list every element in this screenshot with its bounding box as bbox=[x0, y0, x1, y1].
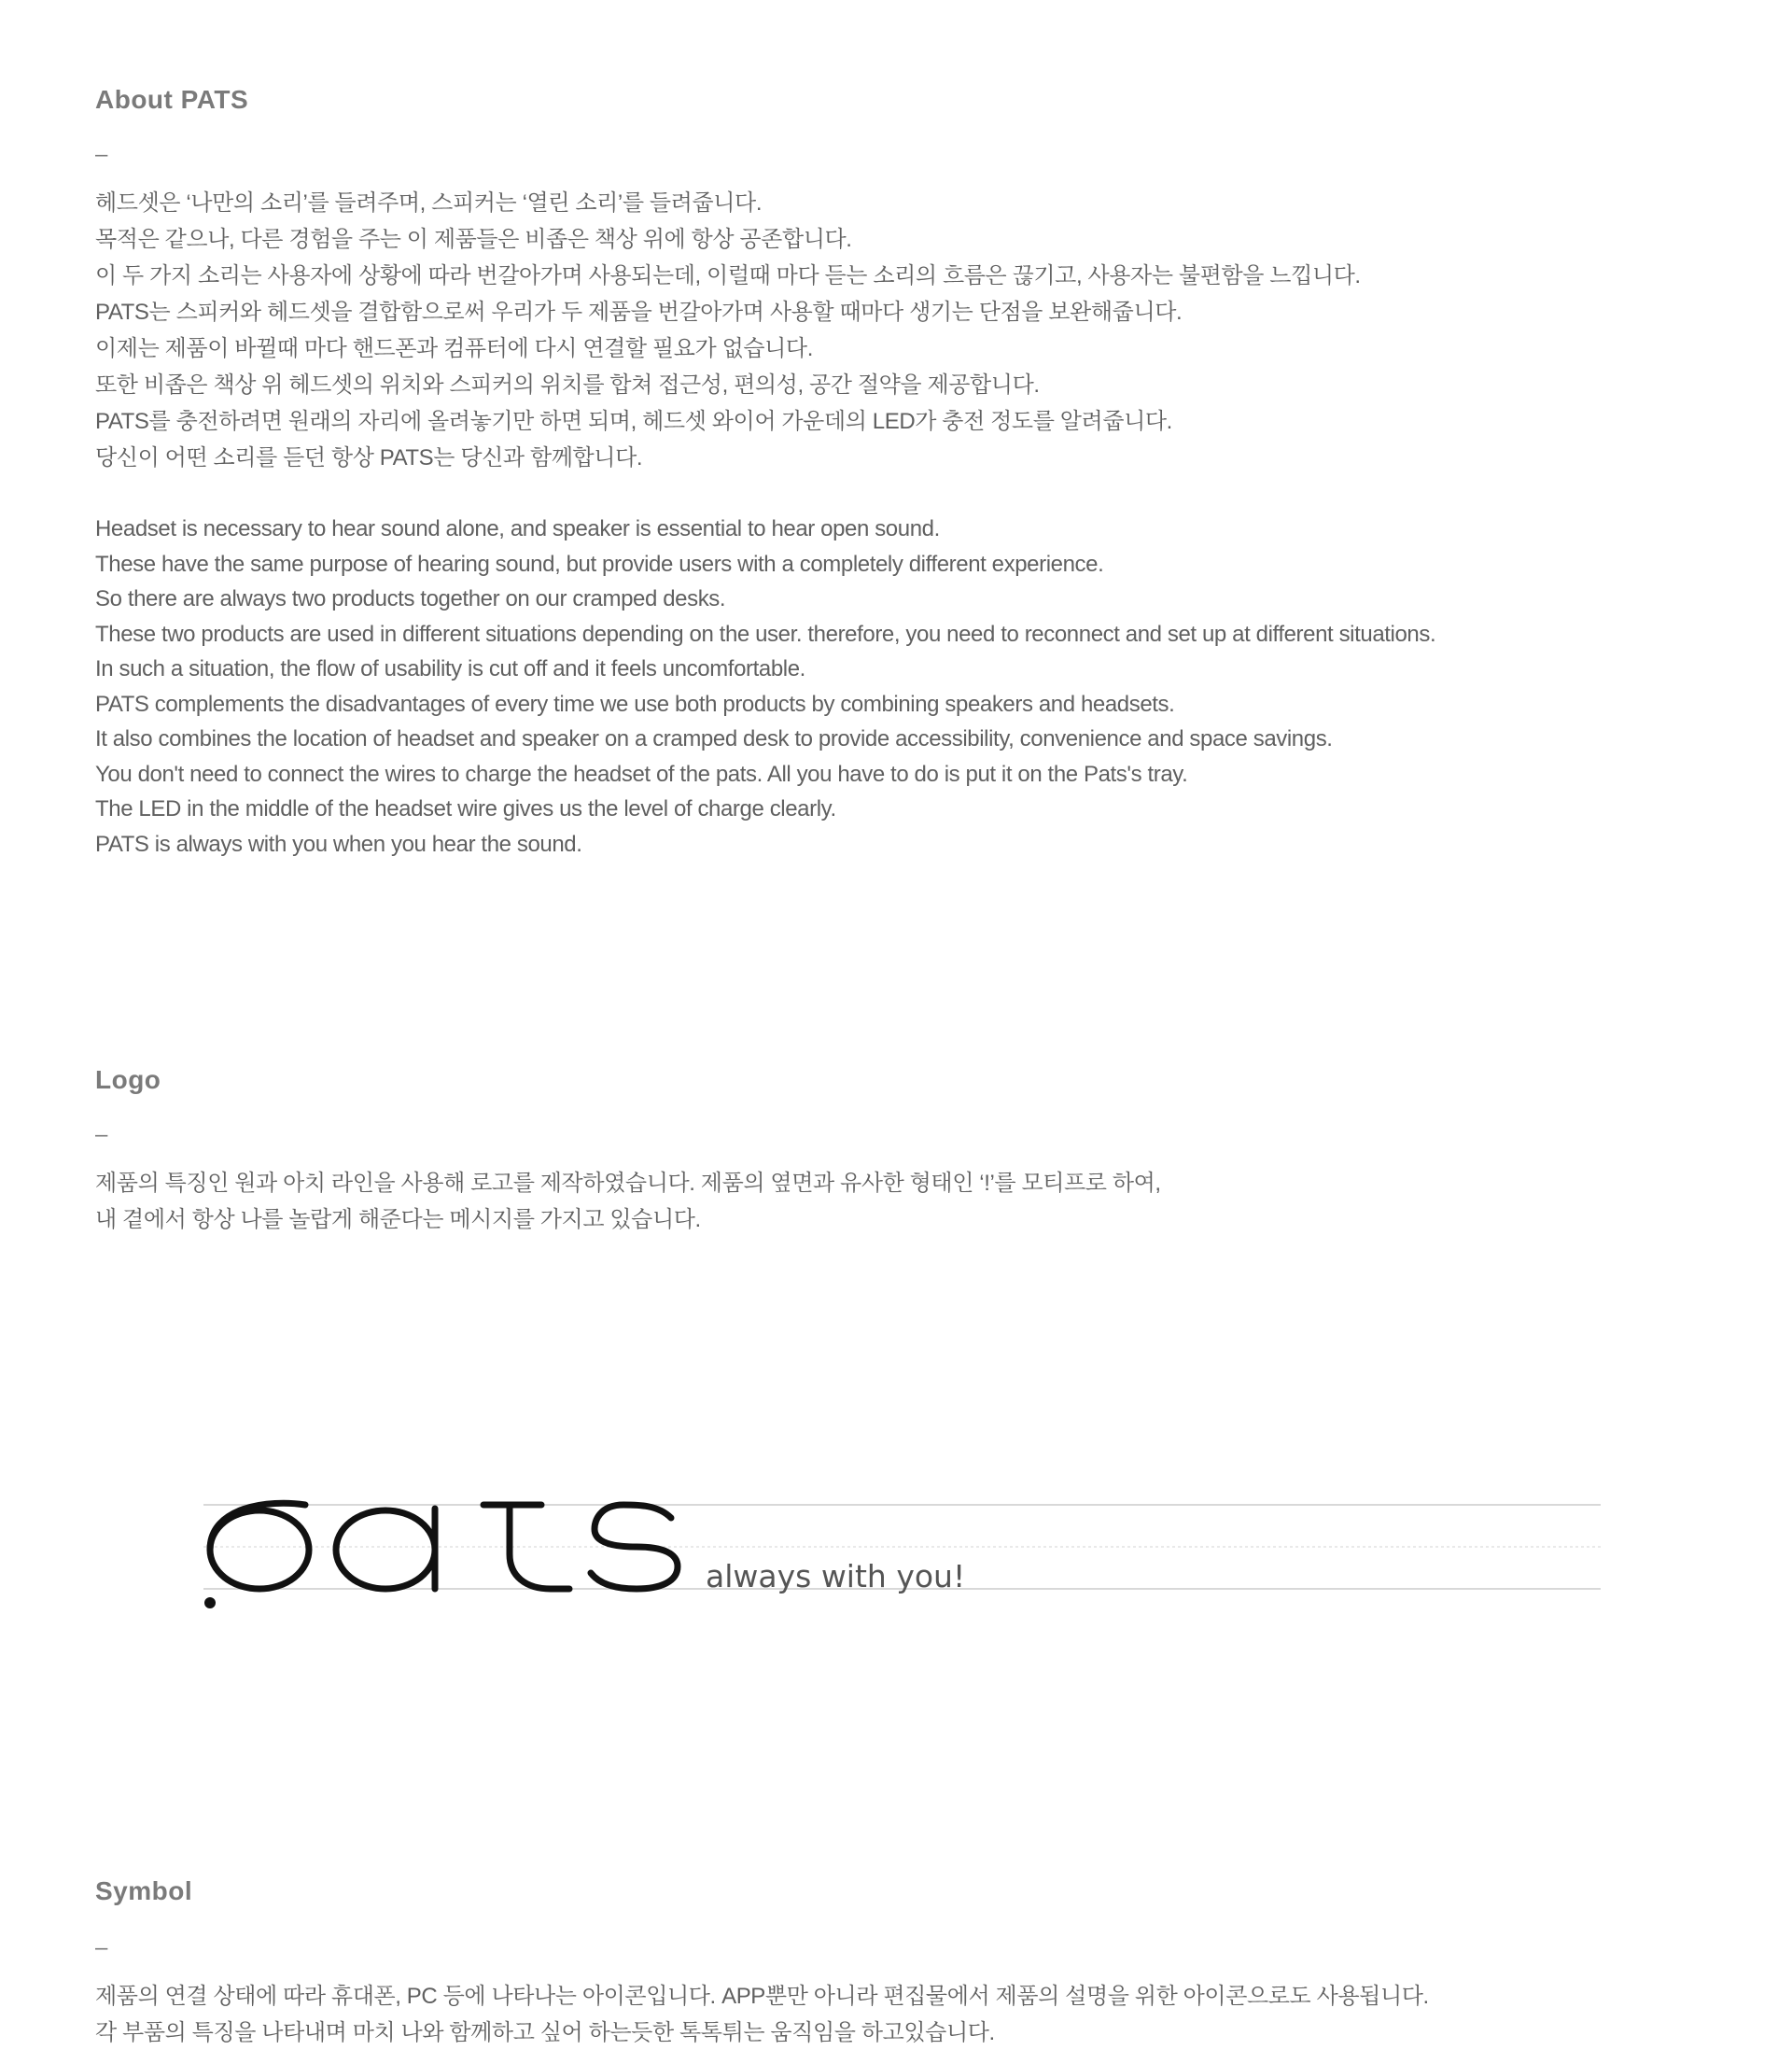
text-line: PATS를 충전하려면 원래의 자리에 올려놓기만 하면 되며, 헤드셋 와이어 가운데의 LED가 충전 정도를 알려줍니다. bbox=[95, 409, 1172, 434]
about-section bbox=[95, 84, 1701, 857]
text-line: Headset is necessary to hear sound alone, and speaker is essential to hear open sound. bbox=[95, 516, 940, 541]
section-title-about: About PATS bbox=[95, 85, 249, 114]
pats-logo bbox=[203, 1484, 1601, 1615]
logo-section bbox=[95, 1064, 1701, 1232]
text-line: 각 부품의 특징을 나타내며 마치 나와 함께하고 싶어 하는듯한 톡톡튀는 움직임을 하고있습니다. bbox=[95, 2020, 995, 2045]
text-line: PATS complements the disadvantages of every time we use both products by combining speakers and headsets. bbox=[95, 691, 1175, 717]
text-line: 내 곁에서 항상 나를 놀랍게 해준다는 메시지를 가지고 있습니다. bbox=[95, 1207, 701, 1232]
text-line: The LED in the middle of the headset wire gives us the level of charge clearly. bbox=[95, 796, 836, 821]
text-line: PATS는 스피커와 헤드셋을 결합함으로써 우리가 두 제품을 번갈아가며 사용할 때마다 생기는 단점을 보완해줍니다. bbox=[95, 300, 1183, 325]
wordmark-pats bbox=[204, 1503, 678, 1608]
title-dash: – bbox=[95, 1122, 108, 1147]
text-line: These two products are used in different situations depending on the user. therefore, you need to reconnect and set up at different situations. bbox=[95, 621, 1436, 647]
section-title-logo: Logo bbox=[95, 1065, 161, 1094]
title-dash: – bbox=[95, 142, 108, 167]
text-line: PATS is always with you when you hear the sound. bbox=[95, 831, 582, 857]
text-line: 이 두 가지 소리는 사용자에 상황에 따라 번갈아가며 사용되는데, 이럴때 마다 듣는 소리의 흐름은 끊기고, 사용자는 불편함을 느낍니다. bbox=[95, 263, 1361, 288]
title-dash: – bbox=[95, 1935, 108, 1960]
text-line: 목적은 같으나, 다른 경험을 주는 이 제품들은 비좁은 책상 위에 항상 공존합니다. bbox=[95, 227, 852, 252]
logo-tagline: always with you! bbox=[706, 1558, 966, 1594]
about-korean-text bbox=[95, 185, 1361, 476]
text-line: These have the same purpose of hearing sound, but provide users with a completely different experience. bbox=[95, 551, 1104, 577]
text-line: So there are always two products together on our cramped desks. bbox=[95, 586, 726, 611]
text-line: 헤드셋은 ‘나만의 소리’를 들려주며, 스피커는 ‘열린 소리’를 들려줍니다. bbox=[95, 190, 763, 216]
text-line: You don't need to connect the wires to charge the headset of the pats. All you have to do is put it on the Pats's tray. bbox=[95, 761, 1188, 787]
text-line: In such a situation, the flow of usability is cut off and it feels uncomfortable. bbox=[95, 656, 805, 681]
symbol-section bbox=[95, 1875, 1701, 2045]
text-line: 제품의 특징인 원과 아치 라인을 사용해 로고를 제작하였습니다. 제품의 옆면과 유사한 형태인 ‘!’를 모티프로 하여, bbox=[95, 1171, 1161, 1196]
exclamation-dot bbox=[204, 1597, 216, 1608]
text-line: 또한 비좁은 책상 위 헤드셋의 위치와 스피커의 위치를 합쳐 접근성, 편의성, 공간 절약을 제공합니다. bbox=[95, 372, 1040, 398]
text-line: 제품의 연결 상태에 따라 휴대폰, PC 등에 나타나는 아이콘입니다. APP뿐만 아니라 편집물에서 제품의 설명을 위한 아이콘으로도 사용됩니다. bbox=[95, 1984, 1429, 2009]
about-english-text bbox=[95, 512, 1435, 862]
logo-description bbox=[95, 1165, 1161, 1238]
letter-p-bowl bbox=[210, 1510, 309, 1589]
text-line: 당신이 어떤 소리를 듣던 항상 PATS는 당신과 함께합니다. bbox=[95, 445, 643, 470]
letter-a bbox=[336, 1510, 435, 1589]
text-line: It also combines the location of headset and speaker on a cramped desk to provide accessibility, convenience and space savings. bbox=[95, 726, 1333, 751]
section-title-symbol: Symbol bbox=[95, 1876, 193, 1905]
text-line: 이제는 제품이 바뀔때 마다 핸드폰과 컴퓨터에 다시 연결할 필요가 없습니다. bbox=[95, 336, 813, 361]
symbol-description bbox=[95, 1978, 1429, 2051]
